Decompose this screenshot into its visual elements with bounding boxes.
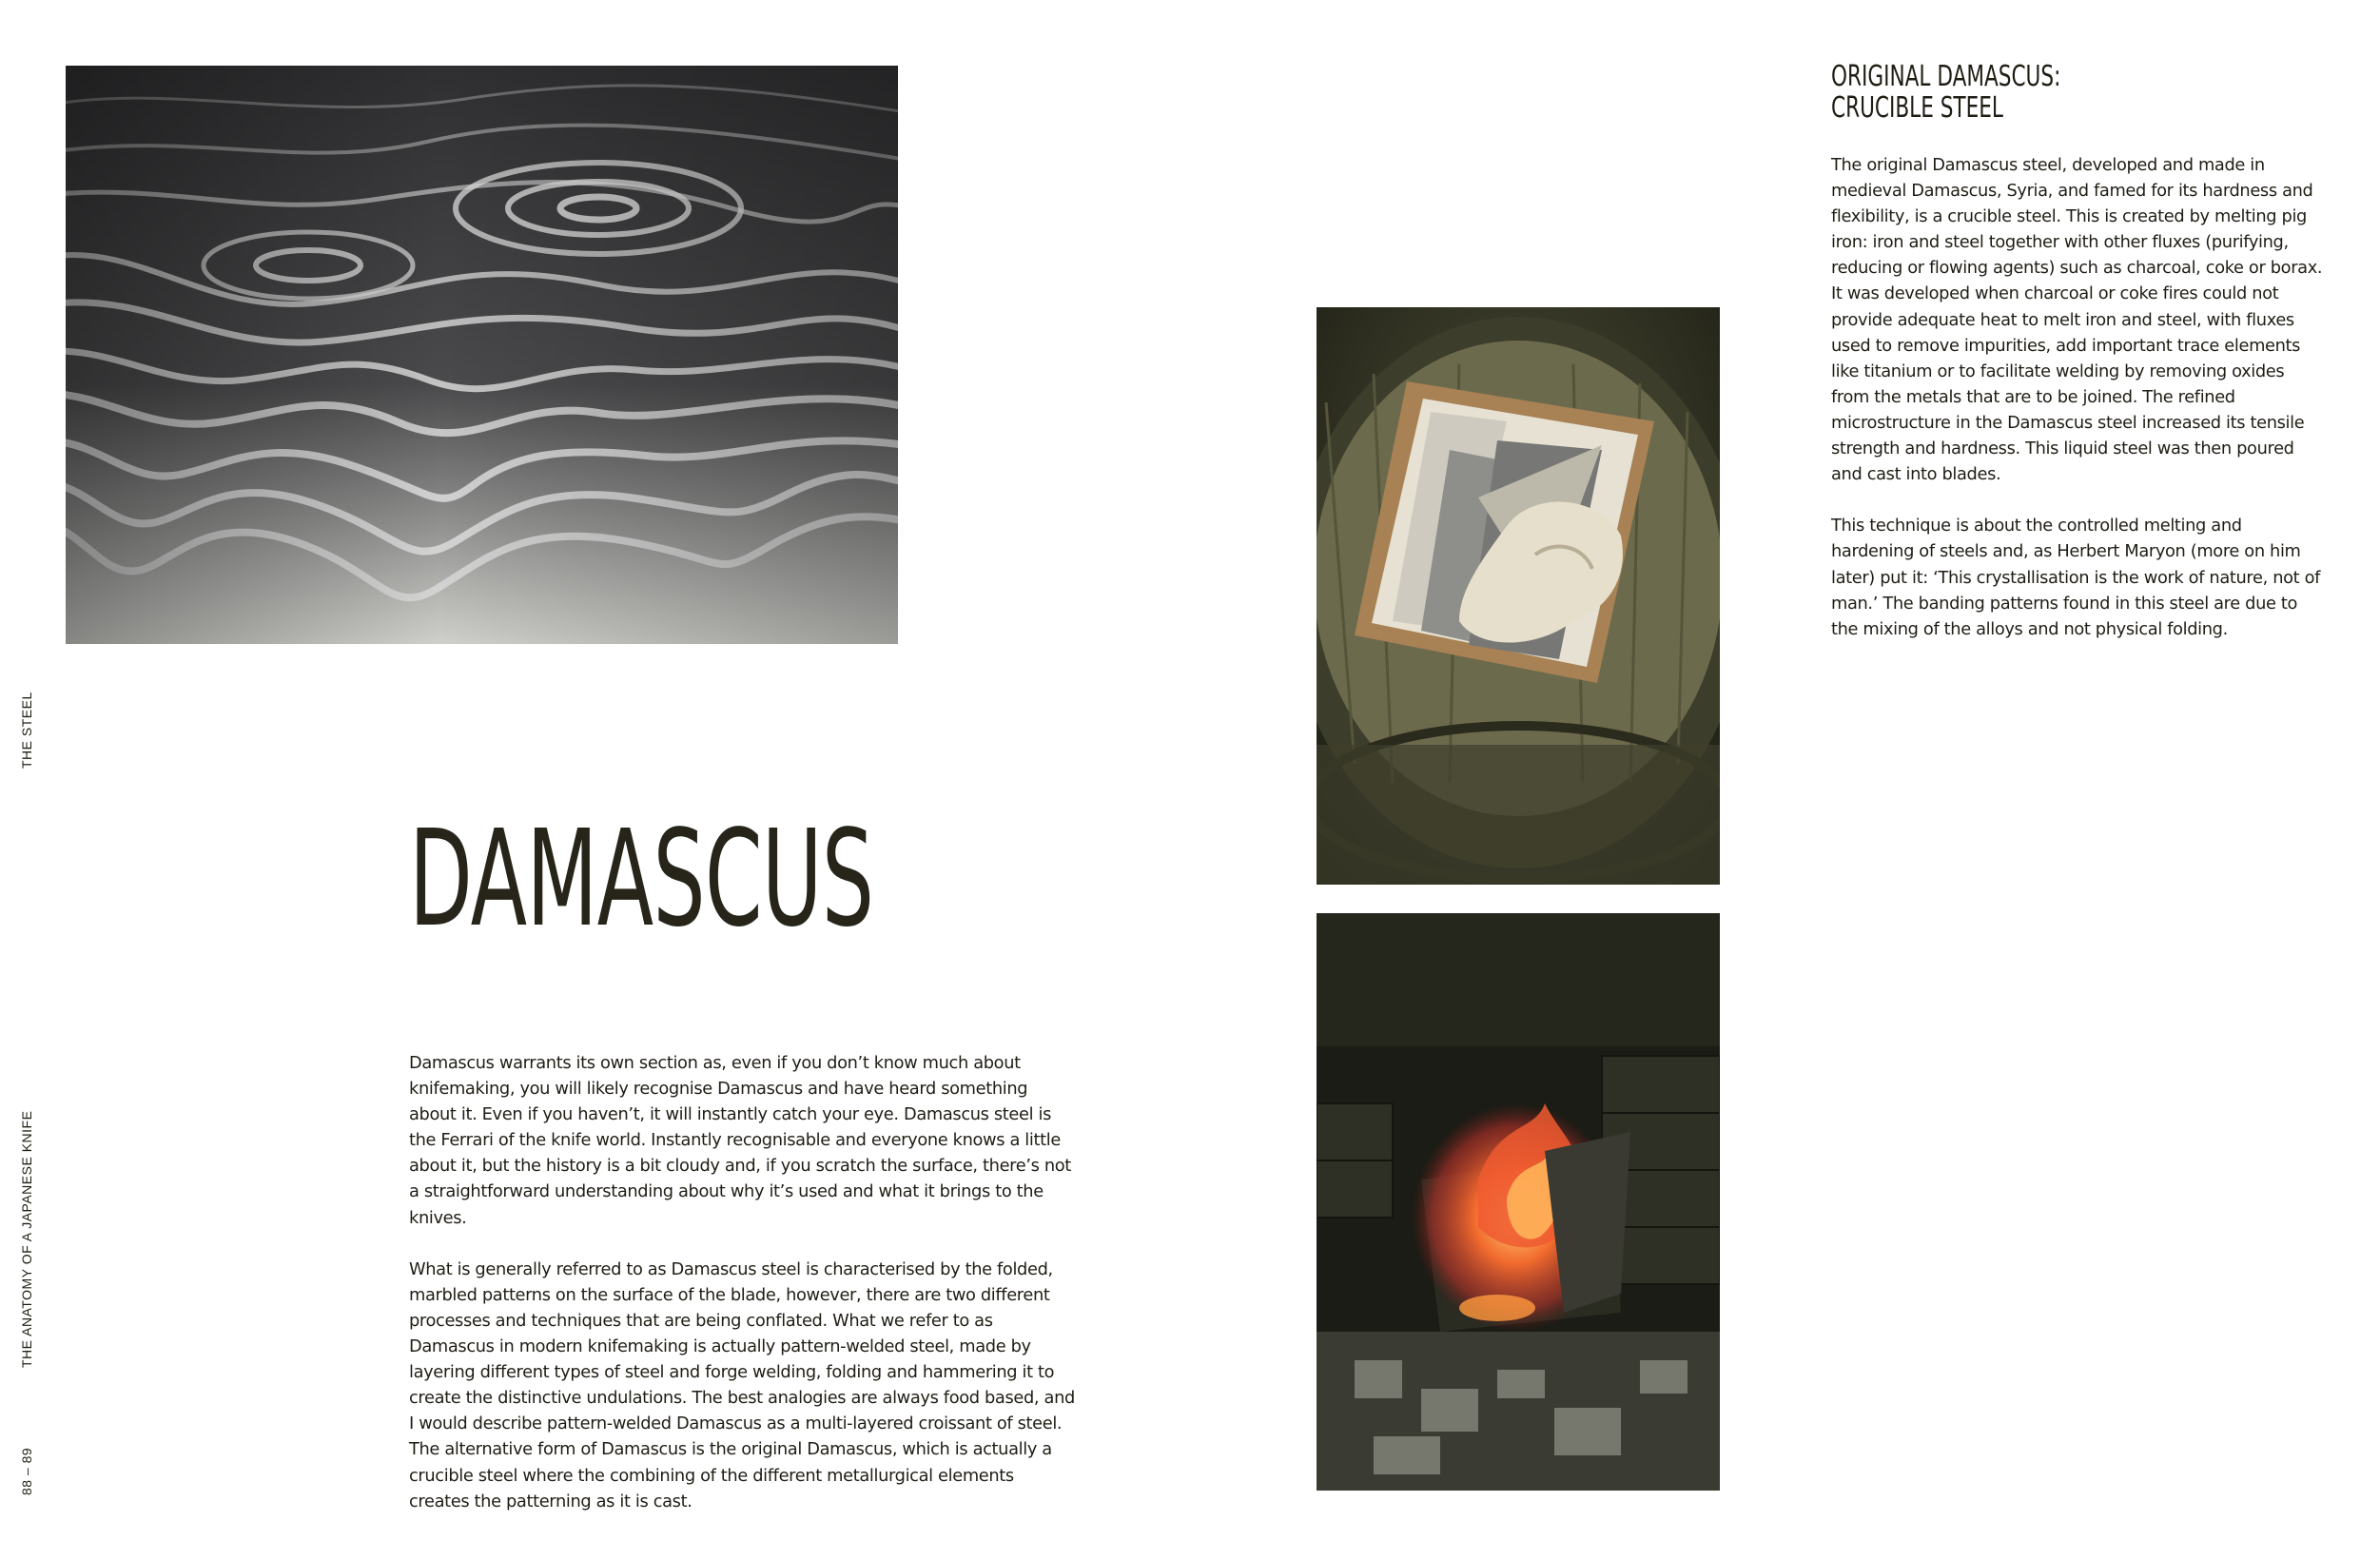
- main-body-text: [409, 1050, 1075, 1540]
- blade-box-photo: [1317, 307, 1720, 885]
- page-numbers: 88 – 89: [19, 1447, 34, 1495]
- sidebar-heading-line2: CRUCIBLE STEEL: [1831, 91, 2003, 125]
- sidebar-heading-line1: ORIGINAL DAMASCUS:: [1831, 60, 2061, 93]
- page-title: DAMASCUS: [409, 802, 874, 957]
- sidebar-paragraph: This technique is about the controlled melting and hardening of steels and, as Herbert Maryon (more on him later) put it: ‘This crystallisation is the work of nature, not of man.’ The banding patterns found in this steel are due to the mixing of the alloys and not physical folding.: [1831, 516, 2321, 639]
- running-book-title: THE ANATOMY OF A JAPANESE KNIFE: [19, 1110, 34, 1368]
- sidebar-paragraph: The original Damascus steel, developed and made in medieval Damascus, Syria, and famed for its hardness and flexibility, is a crucible steel. This is created by melting pig iron: iron and steel together with other fluxes (purifying, reducing or flowing agents) such as charcoal, coke or borax. It was developed when charcoal or coke fires could not provide adequate heat to melt iron and steel, with fluxes used to remove impurities, add important trace elements like titanium or to facilitate welding by removing oxides from the metals that are to be joined. The refined microstructure in the Damascus steel increased its tensile strength and hardness. This liquid steel was then poured and cast into blades.: [1831, 155, 2323, 485]
- damascus-pattern-photo: [66, 66, 898, 644]
- sidebar-heading: [1831, 61, 2060, 124]
- sidebar-body-text: [1831, 152, 2326, 668]
- forge-fire-photo: [1317, 913, 1720, 1491]
- body-paragraph: Damascus warrants its own section as, even if you don’t know much about knifemaking, you will likely recognise Damascus and have heard something about it. Even if you haven’t, it will instantly catch your eye. Damascus steel is the Ferrari of the knife world. Instantly recognisable and everyone knows a little about it, but the history is a bit cloudy and, if you scratch the surface, there’s not a straightforward understanding about why it’s used and what it brings to the knives.: [409, 1053, 1071, 1228]
- running-section-label: THE STEEL: [19, 692, 34, 769]
- body-paragraph: What is generally referred to as Damascus steel is characterised by the folded, marbled patterns on the surface of the blade, however, there are two different processes and techniques that are being conflated. What we refer to as Damascus in modern knifemaking is actually pattern-welded steel, made by layering different types of steel and forge welding, folding and hammering it to create the distinctive undulations. The best analogies are always food based, and I would describe pattern-welded Damascus as a multi-layered croissant of steel. The alternative form of Damascus is the original Damascus, which is actually a crucible steel where the combining of the different metallurgical elements creates the patterning as it is cast.: [409, 1258, 1075, 1511]
